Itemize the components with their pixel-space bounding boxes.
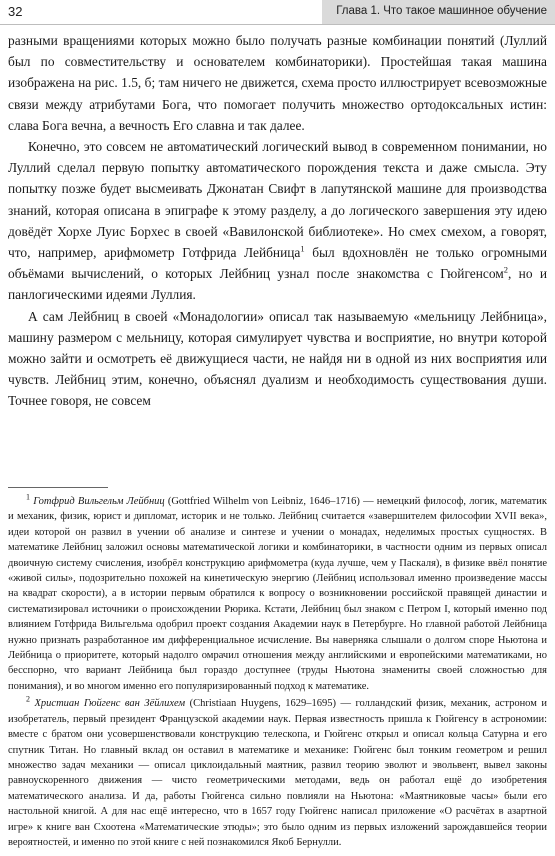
footnote-2-number: 2 bbox=[26, 694, 30, 704]
footnote-1-number: 1 bbox=[26, 492, 30, 502]
footnote-1-name: Готфрид Вильгельм Лейбниц bbox=[33, 496, 165, 507]
paragraph-3: А сам Лейбниц в своей «Монадологии» описал так называемую «мельницу Лейбница», машину размером с мельницу, которая симулирует чувства и восприятие, но внутри которой можно зайти и осмотреть её движущиеся части, не найдя ни в одной из них восприятия или чувств. Лейбниц этим, конечно, объяснял дуализм и необходимость существования души. Точнее говоря, не совсем bbox=[8, 308, 547, 409]
main-text bbox=[8, 30, 547, 412]
footnote-2-name: Христиан Гюйгенс ван Зёйлихем bbox=[34, 698, 186, 710]
footnote-ref-2[interactable]: 2 bbox=[503, 264, 508, 275]
running-header bbox=[0, 0, 555, 25]
footnote-1 bbox=[8, 494, 547, 694]
chapter-header-box bbox=[322, 0, 555, 24]
footnote-ref-1[interactable]: 1 bbox=[300, 243, 305, 254]
paragraph-2-part-a: Конечно, это совсем не автоматический логический вывод в современном понимании, но Луллий сделал первую попытку автоматического порождения текста и даже смысла. Эту попытку позже будет высмеивать Джонатан Свифт в лапутянской машине для производства знаний, которая описана в эпиграфе к этому разделу, а до логического завершения эту идею довёдёт Хорхе Луис Борхес в своей «Вавилонской библиотеке». Но смех смехом, а говорят, что, например, арифмометр Готфрида Лейбница bbox=[8, 139, 547, 261]
paragraph-2-part-c: , но и панлогическими идеями Луллия. bbox=[8, 266, 547, 303]
footnotes bbox=[8, 494, 547, 850]
footnote-2 bbox=[8, 696, 547, 850]
chapter-title: Глава 1. Что такое машинное обучение bbox=[336, 5, 547, 17]
paragraph-2 bbox=[8, 136, 547, 306]
footnote-1-text: (Gottfried Wilhelm von Leibniz, 1646–1716) — немецкий философ, логик, математик и механик, физик, юрист и дипломат, историк и не только. Лейбниц считается «завершителем философии XVII века», идеи которой он развил в учении об анализе и синтезе и учении о монадах, неделимых простых сущностях. В математике Лейбниц заложил основы математической логики и комбинаторики, в частности одним из первых описал двоичную систему счисления, изобрёл конструкцию арифмометра (куда лучше, чем у Паскаля), в физике ввёл понятие «живой силы», подозрительно похожей на кинетическую энергию (Лейбниц использовал именно произведение массы на квадрат скорости), а в истории первым обратился к вопросу о возникновении российской правящей династии и систематизировал источники о происхождении Рюрика. Кстати, Лейбниц был знаком с Петром I, который именно под влиянием Готфрида Вильгельма одобрил проект создания Академии наук в Петербурге. Но главной работой Лейбница нужно признать разработанное им дифференциальное исчисление. Вы наверняка слышали о долгом споре Ньютона и Лейбница о приоритете, который надолго омрачил отношения между английскими и европейскими математиками, но бесспорно, что вариант Лейбница был гораздо доступнее (труды Ньютона знамениты своей сложностью для понимания), и во многом именно его популяризированный подход к математике. bbox=[8, 496, 547, 692]
footnote-divider bbox=[8, 487, 108, 488]
footnote-2-text: (Christiaan Huygens, 1629–1695) — голландский физик, механик, астроном и изобретатель, первый президент Французской академии наук. Первая известность пришла к Гюйгенсу в астрономии: вместе с братом они усовершенствовали конструкцию телескопа, и Гюйгенс открыл и описал кольца Сатурна и его спутник Титан. Но главный вклад он оставил в математике и механике: Гюйгенс был тонким геометром и решил множество задач механики — описал циклоидальный маятник, развил теорию эволют и эвольвент, вывел законы равноускоренного движения — чисто геометрическими методами, ведь он работал ещё до изобретения математического анализа. И да, работы Гюйгенса сильно повлияли на Ньютона: «Маятниковые часы» были его настольной книгой. А для нас ещё интересно, что в 1657 году Гюйгенс написал приложение «О расчётах в азартной игре» к книге ван Схоотена «Математические этюды»; это было одним из первых изложений зарождавшейся теории вероятностей, и именно по этой книге с ней познакомился Якоб Бернулли. bbox=[8, 698, 547, 848]
page-number: 32 bbox=[8, 4, 23, 19]
paragraph-2-part-b: был вдохновлён не только огромными объёмами вычислений, о которых Лейбниц узнал после знакомства с Гюйгенсом bbox=[8, 245, 548, 282]
paragraph-1: разными вращениями которых можно было получать разные комбинации понятий (Луллий был по совместительству и основателем комбинаторики). Простейшая такая машина изображена на рис. 1.5, б; там ничего не движется, схема просто иллюстрирует всевозможные связи между атрибутами Бога, что помогает получить множество ортодоксальных истин: слава Бога вечна, а вечность Его славна и так далее. bbox=[8, 33, 547, 133]
